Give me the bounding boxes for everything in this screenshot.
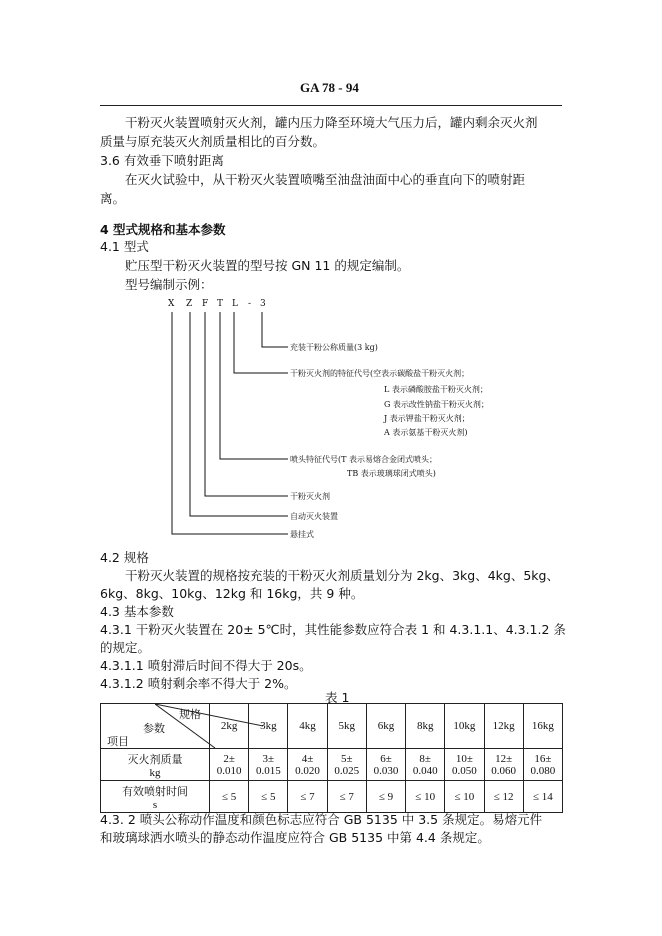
table-cell: ≤ 10 [445,781,484,813]
row-label-text: 有效喷射时间 [122,784,188,798]
table-cell: 10± 0.050 [445,749,484,781]
paragraph-line: 贮压型干粉灭火装置的型号按 GN 11 的规定编制。 [125,258,410,273]
table-cell: 3± 0.015 [249,749,288,781]
label-nozzle: 喷头特征代号(T 表示易熔合金闭式喷头； [290,455,437,464]
document-code: GA 78 - 94 [300,80,359,95]
spec-header: 2kg [210,704,249,749]
row-label [101,749,210,781]
code-letter: Z [186,299,193,309]
table-cell: 4± 0.020 [288,749,327,781]
paragraph-line: 型号编制示例： [125,277,213,292]
code-letter: - [248,299,252,309]
table-cell: 6± 0.030 [366,749,405,781]
paragraph-line: 离。 [100,191,126,206]
paragraph-line: 4.3. 2 喷头公称动作温度和颜色标志应符合 GB 5135 中 3.5 条规定。易熔元件 [100,812,543,827]
spec-header: 10kg [445,704,484,749]
corner-item: 项目 [107,735,129,748]
table-cell: ≤ 7 [288,781,327,813]
code-letter: X [168,299,175,309]
spec-table [100,703,563,813]
paragraph-line: 干粉灭火装置喷射灭火剂，罐内压力降至环境大气压力后，罐内剩余灭火剂 [125,115,538,130]
table-cell: ≤ 9 [366,781,405,813]
table-cell: 5± 0.025 [327,749,366,781]
table-cell: ≤ 14 [523,781,562,813]
corner-cell [101,704,210,749]
table-row-time [101,781,563,813]
table-cell: 2± 0.010 [210,749,249,781]
table-cell: ≤ 5 [249,781,288,813]
spec-header: 6kg [366,704,405,749]
table-cell: 16± 0.080 [523,749,562,781]
corner-param: 参数 [143,722,165,735]
spec-header: 3kg [249,704,288,749]
corner-spec: 规格 [179,708,201,721]
paragraph-line: 的规定。 [100,640,151,655]
code-letter: 3 [260,299,266,309]
label-hang: 悬挂式 [290,530,314,539]
code-letter: F [202,299,209,309]
label-powder: 干粉灭火剂 [290,492,330,501]
label-agent: 干粉灭火剂的特征代号(空表示碳酸盐干粉灭火剂； [290,369,470,378]
row-label-text: 灭火剂质量 [127,752,183,766]
table-cell: ≤ 10 [406,781,445,813]
spec-header: 5kg [327,704,366,749]
table-cell: ≤ 7 [327,781,366,813]
paragraph-line: 4.3.1.1 喷射滞后时间不得大于 20s。 [100,658,312,673]
section-4-title: 4 型式规格和基本参数 [100,222,226,237]
row-label [101,781,210,813]
paragraph-line: 在灭火试验中，从干粉灭火装置喷嘴至油盘油面中心的垂直向下的喷射距 [125,172,526,187]
code-letter: L [232,299,238,309]
table-cell: 12± 0.060 [484,749,523,781]
label-mass: 充装干粉公称质量(3 kg) [290,343,378,352]
paragraph-line: 4.3.1 干粉灭火装置在 20± 5℃时，其性能参数应符合表 1 和 4.3.1.1、4.3.1.2 条 [100,622,566,637]
code-letter: T [217,299,224,309]
label-nozzle: TB 表示玻璃球闭式喷头) [347,469,436,478]
paragraph-line: 4.3.1.2 喷射剩余率不得大于 2%。 [100,676,297,691]
spec-header: 4kg [288,704,327,749]
table-header-row [101,704,563,749]
table-row-mass [101,749,563,781]
spec-header: 12kg [484,704,523,749]
section-4-3-title: 4.3 基本参数 [100,604,174,619]
label-agent: L 表示磷酸胺盐干粉灭火剂； [384,385,488,394]
section-4-1-title: 4.1 型式 [100,239,149,254]
table-caption: 表 1 [325,690,350,705]
spec-header: 8kg [406,704,445,749]
paragraph-line: 6kg、8kg、10kg、12kg 和 16kg，共 9 种。 [100,586,364,601]
paragraph-line: 和玻璃球洒水喷头的静态动作温度应符合 GB 5135 中第 4.4 条规定。 [100,830,490,845]
section-4-2-title: 4.2 规格 [100,550,149,565]
label-agent: A 表示氨基干粉灭火剂) [384,428,468,437]
paragraph-line: 干粉灭火装置的规格按充装的干粉灭火剂质量划分为 2kg、3kg、4kg、5kg、 [125,568,559,583]
spec-header: 16kg [523,704,562,749]
paragraph-line: 质量与原充装灭火剂质量相比的百分数。 [100,134,326,149]
label-agent: G 表示改性钠盐干粉灭火剂； [384,400,489,409]
label-agent: J 表示钾盐干粉灭火剂； [384,414,470,423]
table-cell: ≤ 5 [210,781,249,813]
table-cell: ≤ 12 [484,781,523,813]
row-label-unit: kg [149,766,161,779]
row-label-unit: s [152,798,158,811]
table-cell: 8± 0.040 [406,749,445,781]
section-3-6-title: 3.6 有效垂下喷射距离 [100,153,224,168]
label-auto: 自动灭火装置 [290,512,338,521]
